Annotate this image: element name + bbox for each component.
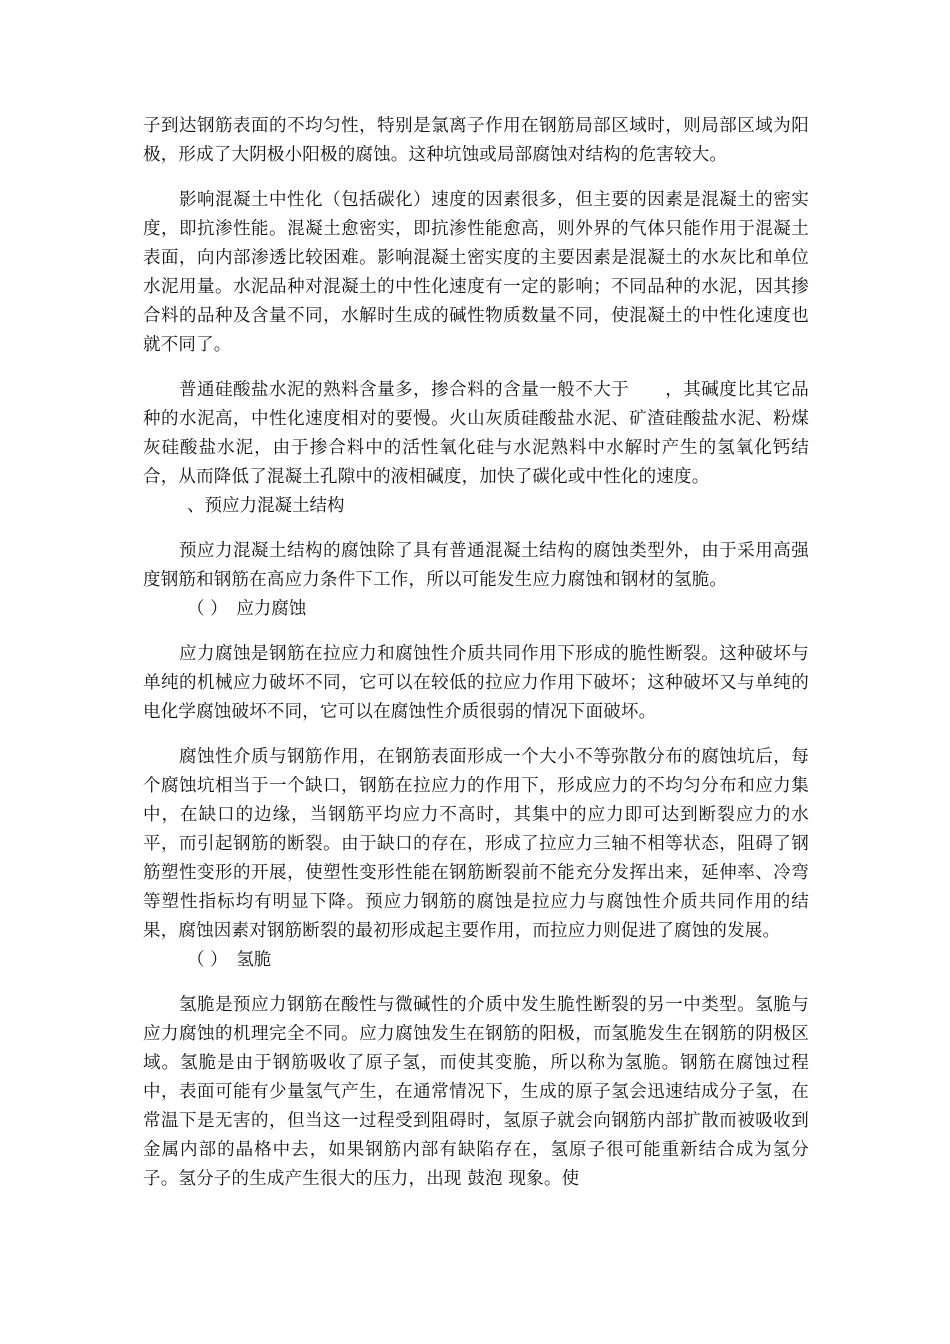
paragraph-hydrogen-embrittlement: 氢脆是预应力钢筋在酸性与微碱性的介质中发生脆性断裂的另一中类型。氢脆与应力腐蚀的机理完全不同。应力腐蚀发生在钢筋的阳极，而氢脆发生在钢筋的阴极区域。氢脆是由于钢筋吸收了原子氢，而使其变脆，所以称为氢脆。钢筋在腐蚀过程中，表面可能有少量氢气产生，在通常情况下，生成的原子氢会迅速结成分子氢，在常温下是无害的，但当这一过程受到阻碍时，氢原子就会向钢筋内部扩散而被吸收到金属内部的晶格中去，如果钢筋内部有缺陷存在，氢原子很可能重新结合成为氢分子。氢分子的生成产生很大的压力，出现 鼓泡 现象。使 (143, 995, 809, 1189)
subheading-hydrogen-embrittlement: （ ） 氢脆 (187, 950, 272, 970)
paragraph-neutralization-factors: 影响混凝土中性化（包括碳化）速度的因素很多，但主要的因素是混凝土的密实度，即抗渗性能。混凝土愈密实，即抗渗性能愈高，则外界的气体只能作用于混凝土表面，向内部渗透比较困难。影响混凝土密实度的主要因素是混凝土的水灰比和单位水泥用量。水泥品种对混凝土的中性化速度有一定的影响；不同品种的水泥，因其掺合料的品种及含量不同，水解时生成的碱性物质数量不同，使混凝土的中性化速度也就不同了。 (143, 190, 809, 355)
paragraph-cement-types: 普通硅酸盐水泥的熟料含量多，掺合料的含量一般不大于 ，其碱度比其它品种的水泥高，中性化速度相对的要慢。火山灰质硅酸盐水泥、矿渣硅酸盐水泥、粉煤灰硅酸盐水泥，由于掺合料中的活性氧化硅与水泥熟料中水解时产生的氢氧化钙结合，从而降低了混凝土孔隙中的液相碱度，加快了碳化或中性化的速度。 (143, 380, 809, 487)
paragraph-stress-corrosion-definition: 应力腐蚀是钢筋在拉应力和腐蚀性介质共同作用下形成的脆性断裂。这种破坏与单纯的机械应力破坏不同，它可以在较低的拉应力作用下破坏；这种破坏又与单纯的电化学腐蚀破坏不同，它可以在腐蚀性介质很弱的情况下面破坏。 (143, 644, 809, 722)
document-page (143, 112, 809, 1194)
paragraph-stress-corrosion-mechanism: 腐蚀性介质与钢筋作用，在钢筋表面形成一个大小不等弥散分布的腐蚀坑后，每个腐蚀坑相当于一个缺口，钢筋在拉应力的作用下，形成应力的不均匀分布和应力集中，在缺口的边缘，当钢筋平均应力不高时，其集中的应力即可达到断裂应力的水平，而引起钢筋的断裂。由于缺口的存在，形成了拉应力三轴不相等状态，阻碍了钢筋塑性变形的开展，使塑性变形性能在钢筋断裂前不能充分发挥出来，延伸率、冷弯等塑性指标均有明显下降。预应力钢筋的腐蚀是拉应力与腐蚀性介质共同作用的结果，腐蚀因素对钢筋断裂的最初形成起主要作用，而拉应力则促进了腐蚀的发展。 (143, 747, 809, 941)
subheading-stress-corrosion: （ ） 应力腐蚀 (187, 599, 307, 619)
paragraph-continuation: 子到达钢筋表面的不均匀性，特别是氯离子作用在钢筋局部区域时，则局部区域为阳极，形成了大阴极小阳极的腐蚀。这种坑蚀或局部腐蚀对结构的危害较大。 (143, 116, 809, 165)
section-heading-prestressed: 、预应力混凝土结构 (187, 496, 345, 516)
paragraph-prestressed-intro: 预应力混凝土结构的腐蚀除了具有普通混凝土结构的腐蚀类型外，由于采用高强度钢筋和钢筋在高应力条件下工作，所以可能发生应力腐蚀和钢材的氢脆。 (143, 541, 809, 590)
